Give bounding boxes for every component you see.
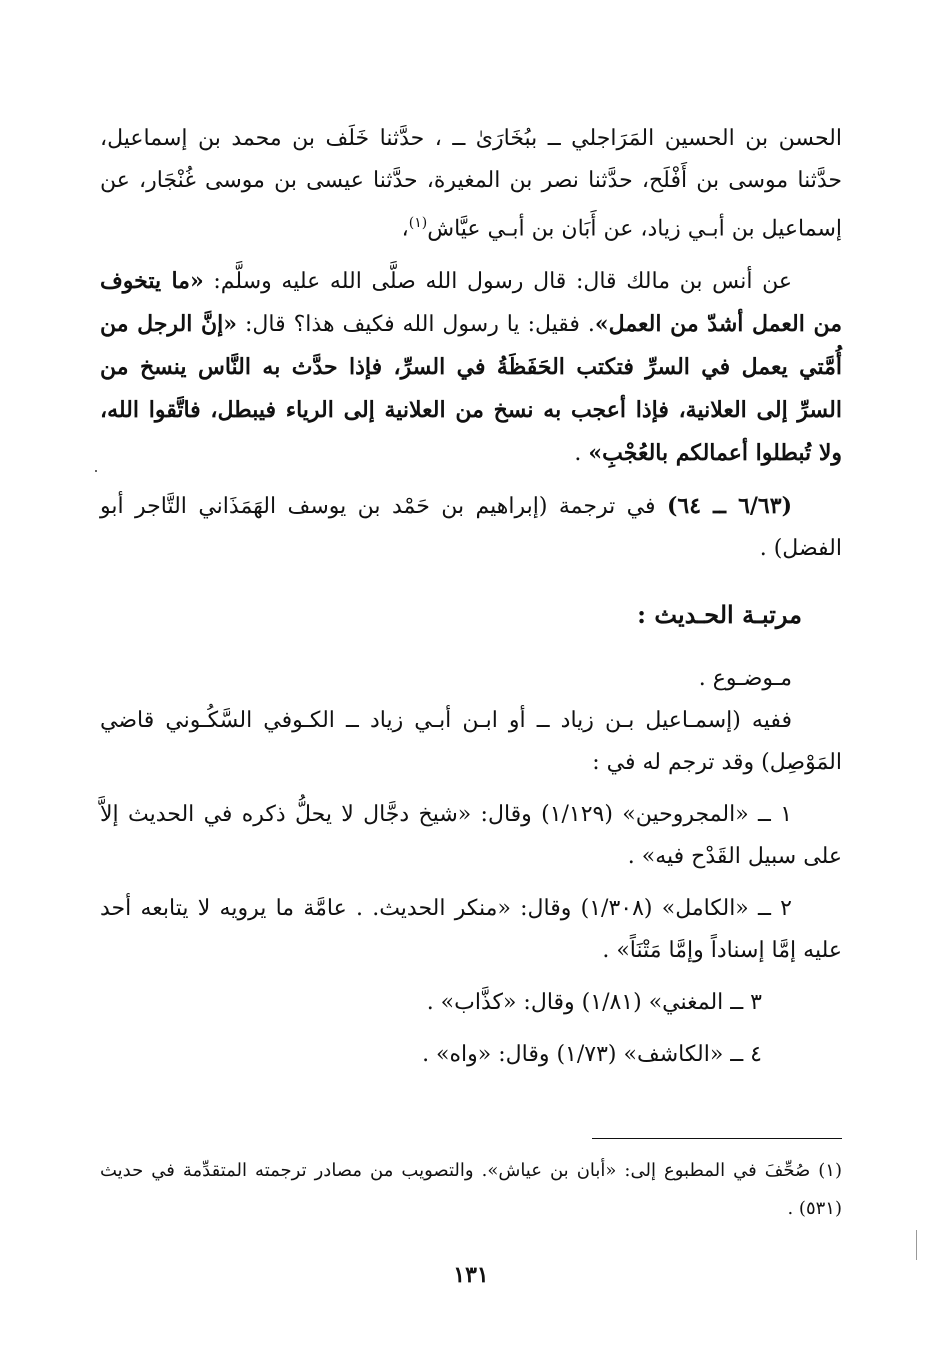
grading-section <box>100 658 842 1076</box>
isnad-line-3-end: ، <box>401 216 409 242</box>
hadith-paragraph <box>100 260 842 475</box>
main-text <box>100 118 842 570</box>
source-item-2: ٢ ــ «الكامل» (١/٣٠٨) وقال: «منكر الحديث. . عامَّة ما يرويه لا يتابعه أحد عليه إمَّا إسناداً وإمَّا مَتْنَاً» . <box>100 896 842 963</box>
hadith-end: . <box>574 441 589 467</box>
footnote-area <box>100 1152 842 1228</box>
footnote-text: (١) صُحِّفَ في المطبوع إلى: «أبان بن عياش». والتصويب من مصادر ترجمته المتقدِّمة في حديث (٥٣١) . <box>100 1160 842 1219</box>
scan-speck <box>95 470 97 472</box>
isnad-line-3: إسماعيل بن أبـي زياد، عن أَبَان بن أبـي عيَّاش <box>427 216 842 242</box>
source-item-4: ٤ ــ «الكاشف» (١/٧٣) وقال: «واه» . <box>422 1042 762 1067</box>
hadith-middle: . فقيل: يا رسول الله فكيف هذا؟ قال: <box>237 312 595 338</box>
hadith-text-2: «إنَّ الرجل من أُمَّتي يعمل في السرِّ فتكتب الحَفَظَةُ في السرِّ، فإذا حدَّث به النَّاس ينسخ من السرِّ إلى العلانية، فإذا أعجب به نسخ من العلانية إلى الرياء فيبطل، فاتَّقوا الله، ولا تُبطلوا أعمالكم بالعُجْبِ» <box>100 311 842 467</box>
source-item-3: ٣ ــ المغني» (١/٨١) وقال: «كذَّاب» . <box>426 990 762 1015</box>
hadith-grade: مـوضـوع . <box>698 666 792 691</box>
scan-margin-mark <box>916 1230 917 1260</box>
source-reference-paragraph <box>100 485 842 570</box>
hadith-text-1: «ما يتخوف من العمل أشدّ من العمل» <box>100 268 842 338</box>
footnote-reference[interactable]: (١) <box>408 215 428 231</box>
source-item-1: ١ ــ «المجروحين» (١/١٢٩) وقال: «شيخ دجَّال لا يحلُّ ذكره في الحديث إلاَّ على سبيل القَدْح فيه» . <box>100 802 842 869</box>
page-number: ١٣١ <box>453 1262 489 1288</box>
section-heading: مرتبـة الحـديث : <box>637 600 802 629</box>
source-reference-text: في ترجمة (إبراهيم بن حَمْد بن يوسف الهَمَذَاني التَّاجر أبو الفضل) . <box>100 494 842 562</box>
isnad-paragraph <box>100 118 842 250</box>
grade-explanation: ففيه (إسمـاعيل بـن زياد ــ أو ابـن أبـي زياد ــ الكـوفي السَّكُـوني قاضي المَوْصِل) وقد ترجم له في : <box>100 708 842 775</box>
hadith-intro: عن أنس بن مالك قال: قال رسول الله صلَّى الله عليه وسلَّم: <box>203 269 792 295</box>
isnad-line-1: الحسن بن الحسين المَرَاجلي ــ ببُخَارَىٰ ــ ، حدَّثنا خَلَف بن محمد بن إسماعيل، <box>100 126 842 151</box>
isnad-line-2: حدَّثنا موسى بن أَفْلَح، حدَّثنا نصر بن المغيرة، حدَّثنا عيسى بن موسى غُنْجَار، عن <box>100 168 842 193</box>
volume-page-reference: (٦/٦٣ ــ ٦٤) <box>666 493 792 520</box>
footnote-divider <box>592 1138 842 1139</box>
